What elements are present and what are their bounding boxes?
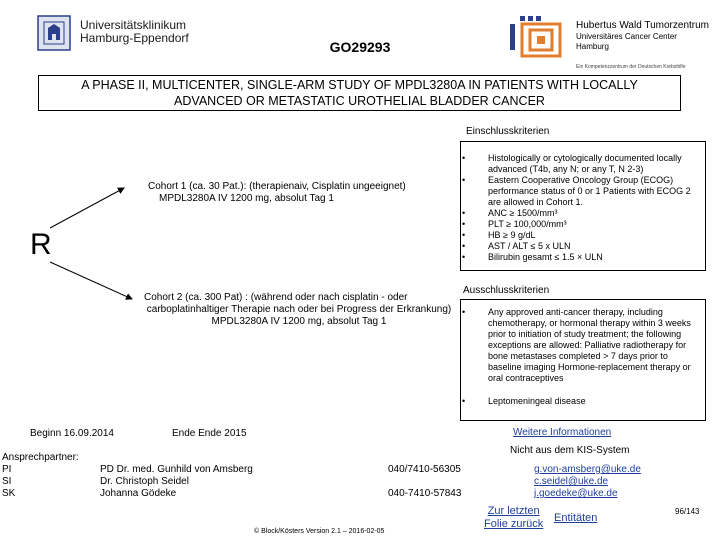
more-info-link[interactable]: Weitere Informationen (513, 427, 612, 438)
inclusion-item: • Histologically or cytologically documented locally advanced (T4b, any N; or any T, N 2-3) (462, 153, 682, 174)
inclusion-heading: Einschlusskriterien (466, 126, 550, 137)
contact-email[interactable]: c.seidel@uke.de (534, 476, 609, 487)
study-code: GO29293 (329, 39, 391, 55)
inclusion-item: • HB ≥ 9 g/dL (462, 230, 536, 240)
contact-role: SK (2, 488, 16, 499)
contact-email[interactable]: g.von-amsberg@uke.de (534, 464, 641, 475)
page-number: 96/143 (675, 507, 700, 516)
bullet: • (462, 219, 466, 229)
inclusion-item: • AST / ALT ≤ 5 x ULN (462, 241, 571, 251)
contacts-heading: Ansprechpartner: (2, 452, 79, 463)
back-link[interactable]: Zur letzten Folie zurück (484, 505, 544, 530)
cohort2-block (144, 292, 454, 328)
exclusion-item: • Leptomeningeal disease (462, 396, 586, 406)
tumorzentrum-line3: Ein Kompetenzzentrum der Deutschen Krebshilfe (576, 64, 686, 70)
inclusion-item: • PLT ≥ 100,000/mm³ (462, 219, 567, 229)
contact-email[interactable]: j.goedeke@uke.de (534, 488, 618, 499)
contact-role: PI (2, 464, 12, 475)
uke-logo-line2: Hamburg-Eppendorf (80, 31, 189, 45)
bullet: • (462, 241, 466, 251)
inclusion-item: • Eastern Cooperative Oncology Group (ECOG) performance status of 0 or 1 Patients with ECOG 2 are allowed in Cohort 1. (462, 175, 691, 207)
inclusion-item: • Bilirubin gesamt ≤ 1.5 × ULN (462, 252, 603, 262)
exclusion-criteria (462, 307, 700, 407)
bullet: • (462, 153, 466, 163)
cohort1-block (148, 181, 438, 205)
study-start-date: Beginn 16.09.2014 (30, 428, 114, 439)
inclusion-item: • ANC ≥ 1500/mm³ (462, 208, 558, 218)
bullet: • (462, 230, 466, 240)
kis-note: Nicht aus dem KIS-System (510, 445, 630, 456)
version-footer: © Block/Kösters Version 2.1 – 2016-02-05 (254, 528, 385, 535)
entities-link[interactable]: Entitäten (554, 512, 598, 524)
contact-phone: 040-7410-57843 (388, 488, 462, 499)
inclusion-criteria (462, 153, 700, 263)
contact-phone: 040/7410-56305 (388, 464, 461, 475)
cohort2-description-1: Cohort 2 (ca. 300 Pat) : (während oder nach cisplatin - oder (144, 292, 408, 303)
contact-role: SI (2, 476, 12, 487)
bullet: • (462, 208, 466, 218)
bullet: • (462, 396, 466, 406)
bullet: • (462, 175, 466, 185)
cohort2-dosing: MPDL3280A IV 1200 mg, absolut Tag 1 (211, 316, 387, 327)
contact-name: Johanna Gödeke (100, 488, 177, 499)
study-end-date: Ende Ende 2015 (172, 428, 247, 439)
exclusion-item: • Any approved anti-cancer therapy, including chemotherapy, or hormonal therapy within 3 weeks prior to initiation of study treatment; the following exceptions are allowed: Palliative radiotherapy for bone metastases completed > 7 days prior to baseline imaging Hormone-replacement therapy or oral contraceptives (462, 307, 691, 383)
exclusion-heading: Ausschlusskriterien (463, 285, 550, 296)
randomization-label: R (30, 228, 52, 261)
tumorzentrum-line1: Hubertus Wald Tumorzentrum (576, 20, 710, 31)
bullet: • (462, 307, 466, 317)
arrow-to-cohort1 (50, 188, 124, 228)
cohort1-description: Cohort 1 (ca. 30 Pat.): (therapienaiv, Cisplatin ungeeignet) (148, 181, 406, 192)
study-title-line2: ADVANCED OR METASTATIC UROTHELIAL BLADDER CANCER (174, 94, 545, 108)
cohort1-dosing: MPDL3280A IV 1200 mg, absolut Tag 1 (159, 193, 334, 204)
cohort2-description-2: carboplatinhaltiger Therapie nach oder bei Progress der Erkrankung) (146, 304, 452, 315)
arrow-to-cohort2 (50, 262, 132, 299)
tumorzentrum-line2: Universitäres Cancer Center Hamburg (576, 32, 677, 51)
contact-name: PD Dr. med. Gunhild von Amsberg (100, 464, 253, 475)
bullet: • (462, 252, 466, 262)
uke-logo-line1: Universitätsklinikum (80, 18, 187, 32)
study-title-line1: A PHASE II, MULTICENTER, SINGLE-ARM STUDY OF MPDL3280A IN PATIENTS WITH LOCALLY (81, 78, 638, 92)
contact-name: Dr. Christoph Seidel (100, 476, 189, 487)
